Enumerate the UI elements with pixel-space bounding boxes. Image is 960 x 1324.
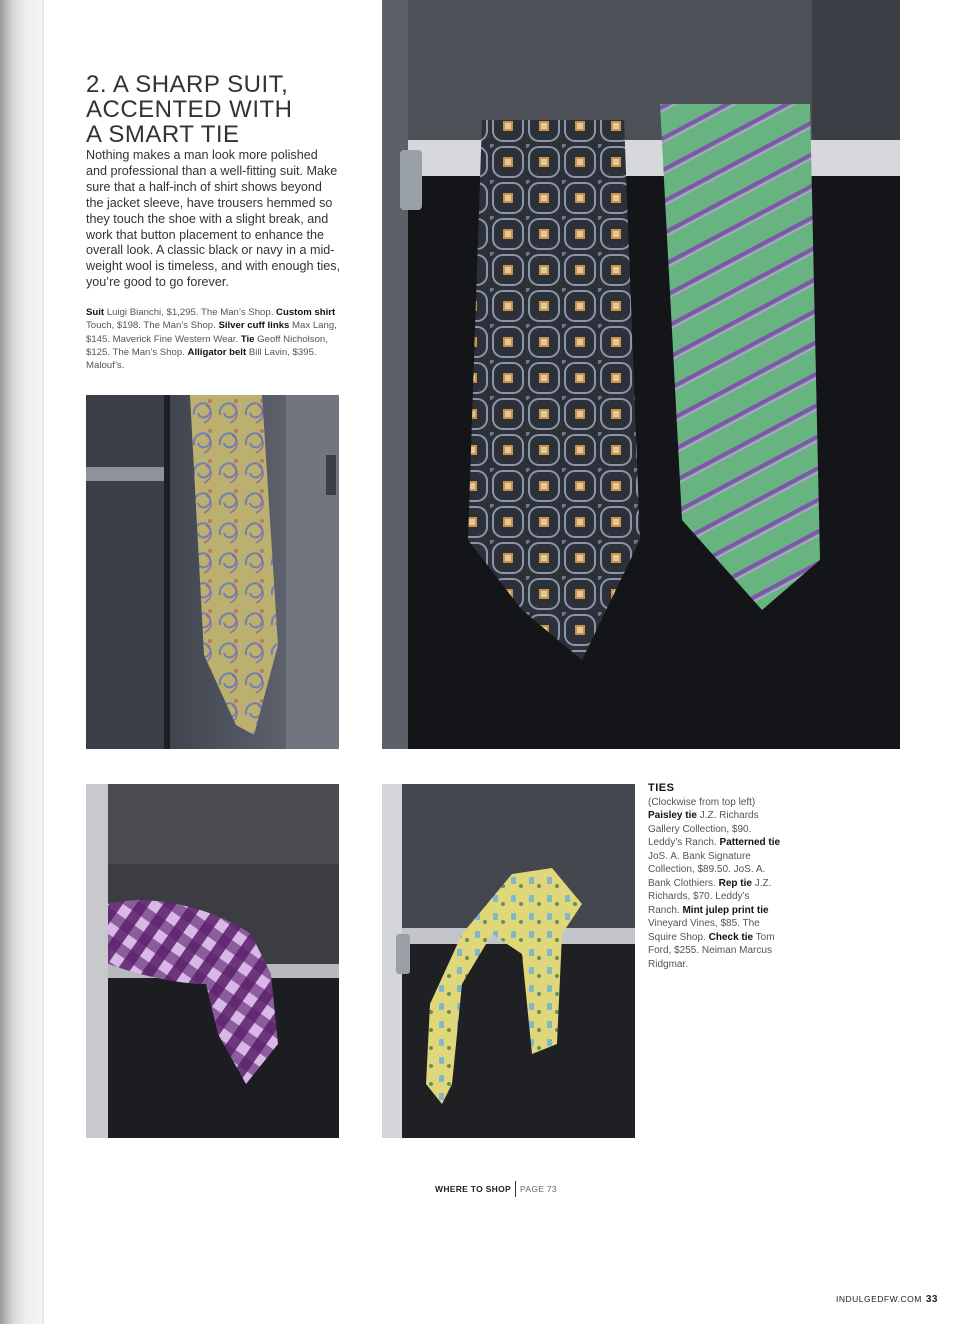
- article-headline: [86, 72, 356, 147]
- tie-text: Tom Ford, $255. Neiman Marcus Ridgmar.: [648, 931, 775, 970]
- credit-text: Bill Lavin, $395. Malouf’s.: [86, 346, 317, 372]
- credit-label: Alligator belt: [187, 346, 247, 358]
- tie-label: Rep tie: [718, 877, 752, 889]
- credit-label: Silver cuff links: [218, 320, 290, 332]
- tie-label: Patterned tie: [719, 837, 781, 848]
- headline-line-2: ACCENTED WITH: [86, 96, 293, 123]
- paisley-tie-photo: [86, 395, 339, 749]
- where-to-shop-footer: [435, 1181, 557, 1197]
- credit-label: Suit: [86, 307, 105, 318]
- mint-julep-tie-photo: [382, 784, 635, 1138]
- credit-label: Tie: [240, 333, 255, 345]
- sidebar-intro: (Clockwise from top left): [648, 796, 756, 808]
- tie-text: Vineyard Vines, $85. The Squire Shop.: [648, 918, 760, 943]
- ties-sidebar: [648, 782, 783, 971]
- tie-label: Check tie: [708, 931, 754, 943]
- tie-label: Paisley tie: [648, 810, 697, 821]
- tie-text: J.Z. Richards, $70. Leddy’s Ranch.: [648, 877, 772, 916]
- credit-text: Geoff Nicholson, $125. The Man’s Shop.: [86, 333, 328, 358]
- credit-text: Max Lang, $145. Maverick Fine Western Wear.: [86, 320, 337, 345]
- tie-text: J.Z. Richards Gallery Collection, $90. Leddy’s Ranch.: [648, 810, 759, 848]
- page-reference: PAGE 73: [520, 1184, 557, 1194]
- tie-text: JoS. A. Bank Signature Collection, $89.50. JoS. A. Bank Clothiers.: [648, 850, 766, 889]
- page-number: 33: [925, 1294, 938, 1305]
- sidebar-title: TIES: [648, 782, 675, 794]
- headline-line-3: A SMART TIE: [86, 121, 240, 148]
- credit-text: Touch, $198. The Man’s Shop.: [86, 320, 219, 332]
- tie-label: Mint julep print tie: [682, 904, 769, 916]
- sidebar-body: [648, 809, 783, 971]
- credit-text: Luigi Bianchi, $1,295. The Man’s Shop.: [104, 307, 277, 318]
- article-body: Nothing makes a man look more polished and professional than a well-fitting suit. Make sure that a half-inch of shirt shows beyond the jacket sleeve, have trousers hemmed so they touch the shoe with a slight break, and work that button placement to enhance the overall look. A classic black or navy in a mid-weight wool is timeless, and with enough ties, you’re good to go forever.: [86, 148, 341, 290]
- page-folio: [836, 1294, 938, 1305]
- headline-line-1: 2. A SHARP SUIT,: [86, 71, 289, 98]
- credit-label: Custom shirt: [276, 307, 336, 318]
- check-tie-photo: [86, 784, 339, 1138]
- patterned-and-rep-tie-photo: [382, 0, 900, 749]
- article-credits: [86, 306, 342, 372]
- site-url: INDULGEDFW.COM: [836, 1294, 922, 1304]
- page-gutter-shadow: [0, 0, 44, 1324]
- footer-divider: [515, 1181, 516, 1197]
- where-to-shop-label: WHERE TO SHOP: [435, 1184, 512, 1194]
